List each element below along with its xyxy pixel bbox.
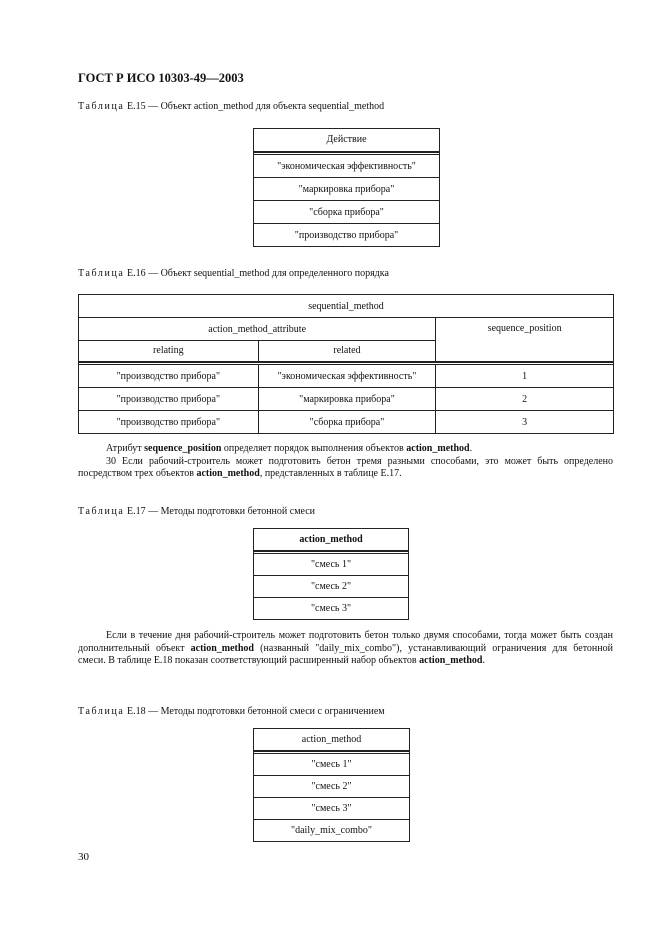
body-paragraph [78,630,613,668]
table-cell: "daily_mix_combo" [254,820,410,842]
table-cell: "смесь 3" [254,598,409,620]
table-header-cell: Действие [254,129,440,152]
caption-word: Таблица [78,506,125,517]
bold-term: action_method [190,642,254,654]
text-run: Если в течение дня рабочий-строитель может подготовить бетон только двумя способами, тогда может быть создан дополнительный объект [78,630,613,654]
table-cell: "смесь 2" [254,576,409,598]
bold-term: action_method [406,443,470,454]
table-e16 [78,294,614,434]
text-run: 30 Если рабочий-строитель может подготовить бетон тремя разными способами, это может быть определено посредством трех объектов [78,455,613,479]
text-run: . [469,443,473,454]
table-cell: 3 [436,411,614,434]
table-e18-caption [78,706,385,717]
table-e17 [253,528,409,620]
table-cell: "сборка прибора" [254,201,440,224]
text-run: . [482,655,485,666]
text-run: Атрибут [106,443,145,454]
table-e18 [253,728,410,842]
body-paragraph [78,443,613,481]
table-cell: 1 [436,365,614,388]
table-title-cell: sequential_method [79,295,614,318]
text-line [78,443,613,456]
table-cell: "смесь 1" [254,554,409,576]
group-header-cell: action_method_attribute [79,318,436,341]
table-cell: "смесь 3" [254,798,410,820]
caption-word: Таблица [78,101,125,112]
table-cell: "маркировка прибора" [254,178,440,201]
table-cell: "маркировка прибора" [258,388,436,411]
table-header-cell: action_method [254,529,409,551]
table-e15 [253,128,440,247]
caption-text: Е.17 — Методы подготовки бетонной смеси [124,506,316,517]
table-cell: "производство прибора" [79,388,259,411]
table-cell: "экономическая эффективность" [254,155,440,178]
table-cell: 2 [436,388,614,411]
text-run: , представленных в таблице Е.17. [259,468,402,479]
related-header-cell: related [258,341,436,362]
relating-header-cell: relating [79,341,259,362]
table-cell: "экономическая эффективность" [258,365,436,388]
document-header: ГОСТ Р ИСО 10303-49—2003 [78,71,244,85]
table-e15-caption [78,101,384,112]
caption-text: Е.16 — Объект sequential_method для определенного порядка [124,268,389,279]
table-cell: "производство прибора" [79,365,259,388]
bold-term: action_method [419,655,483,666]
caption-text: Е.18 — Методы подготовки бетонной смеси с ограничением [124,706,385,717]
table-e17-caption [78,506,315,517]
table-cell: "сборка прибора" [258,411,436,434]
text-run: (названный "daily_mix_combo"), устанавливающий ограничения для бетонной смеси. В таблице Е.18 показан соответствующий расширенный набор объектов [78,642,613,666]
table-cell: "производство прибора" [254,224,440,247]
table-e16-caption [78,268,389,279]
caption-text: Е.15 — Объект action_method для объекта sequential_method [124,101,385,112]
text-line [78,456,613,481]
table-cell: "производство прибора" [79,411,259,434]
bold-term: action_method [196,468,260,479]
bold-term: sequence_position [144,443,222,454]
text-run: определяет порядок выполнения объектов [221,443,407,454]
page-number: 30 [78,851,89,863]
caption-word: Таблица [78,268,125,279]
table-cell: "смесь 2" [254,776,410,798]
table-header-cell: action_method [254,729,410,751]
sequence-header-cell: sequence_position [436,318,614,362]
caption-word: Таблица [78,706,125,717]
table-cell: "смесь 1" [254,754,410,776]
